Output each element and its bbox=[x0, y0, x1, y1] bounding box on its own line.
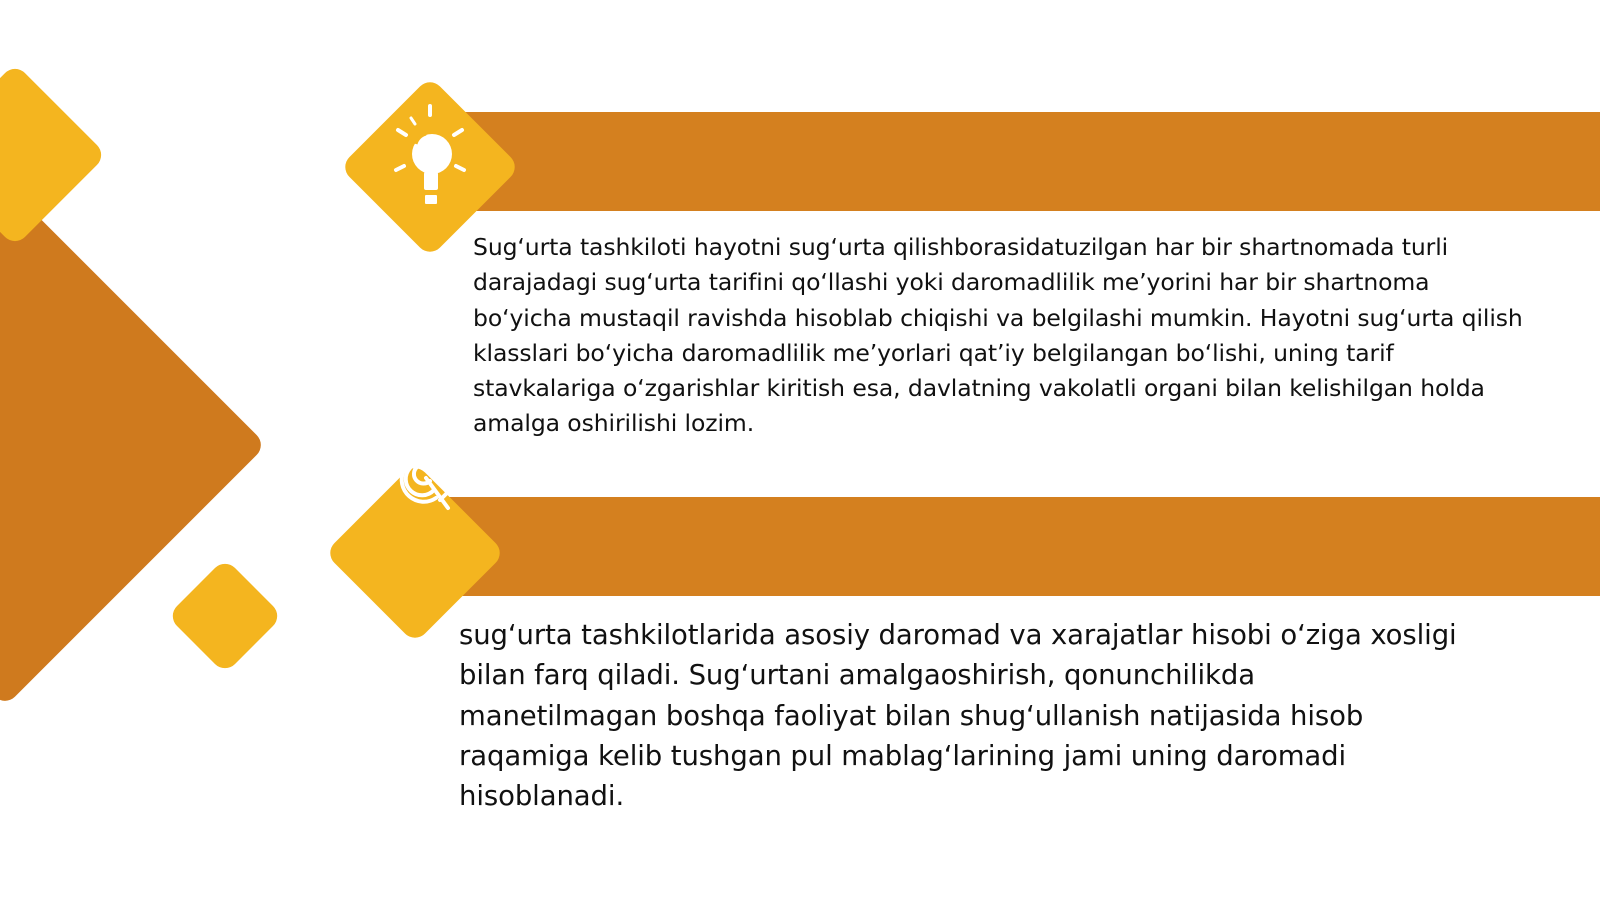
paragraph-top: Sug‘urta tashkiloti hayotni sug‘urta qilishborasidatuzilgan har bir shartnomada turli darajadagi sug‘urta tarifini qo‘llashi yoki daromadlilik me’yorini har bir shartnoma bo‘yicha mustaqil ravishda hisoblab chiqishi va belgilashi mumkin. Hayotni sug‘urta qilish klasslari bo‘yicha daromadlilik me’yorlari qat’iy belgilangan bo‘lishi, uning tarif stavkalariga o‘zgarishlar kiritish esa, davlatning vakolatli organi bilan kelishilgan holda amalga oshirilishi lozim. bbox=[473, 233, 1523, 438]
bottom-orange-band bbox=[440, 497, 1600, 596]
top-orange-band bbox=[455, 112, 1600, 211]
satellite-dish-icon bbox=[396, 450, 466, 520]
paragraph-bottom: sug‘urta tashkilotlarida asosiy daromad va xarajatlar hisobi o‘ziga xosligi bilan farq qiladi. Sug‘urtani amalgaoshirish, qonunchilikda manetilmagan boshqa faoliyat bilan shug‘ullanish natijasida hisob raqamiga kelib tushgan pul mablag‘larining jami uning daromadi hisoblanadi. bbox=[459, 619, 1457, 813]
small-yellow-diamond bbox=[167, 558, 283, 674]
top-left-yellow-diamond bbox=[0, 63, 107, 247]
lightbulb-icon bbox=[380, 100, 480, 216]
